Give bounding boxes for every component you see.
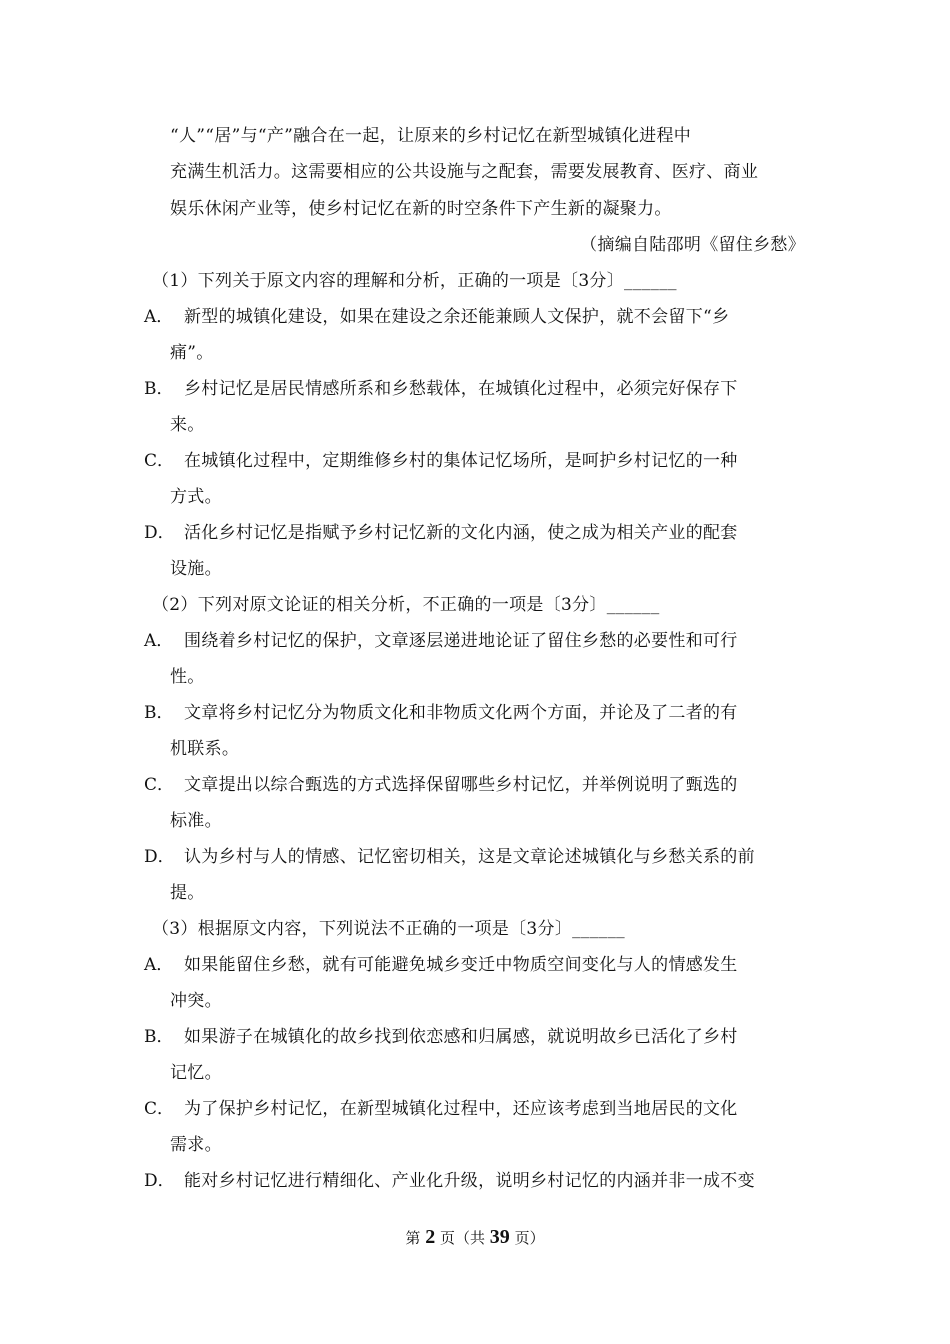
option-letter: D． — [144, 847, 175, 867]
page-footer — [0, 1226, 950, 1249]
option-letter: A． — [144, 631, 174, 651]
option-text: 为了保护乡村记忆，在新型城镇化过程中，还应该考虑到当地居民的文化 — [184, 1099, 738, 1119]
option-text: 乡村记忆是居民情感所系和乡愁载体，在城镇化过程中，必须完好保存下 — [184, 379, 738, 399]
option-letter: A． — [144, 955, 174, 975]
option-text-cont: 提。 — [170, 883, 205, 903]
question-stem: （2）下列对原文论证的相关分析，不正确的一项是〔3分〕______ — [152, 595, 660, 615]
option-text-cont: 标准。 — [170, 811, 222, 831]
option-letter: C． — [144, 1099, 175, 1119]
option-text: 文章提出以综合甄选的方式选择保留哪些乡村记忆，并举例说明了甄选的 — [184, 775, 738, 795]
option-text-cont: 方式。 — [170, 487, 222, 507]
option-text-cont: 痛”。 — [170, 343, 214, 363]
option-letter: B． — [144, 1027, 174, 1047]
option-letter: D． — [144, 1171, 175, 1191]
footer-suffix: 页） — [514, 1229, 545, 1247]
option-text-cont: 需求。 — [170, 1135, 222, 1155]
option-letter: D． — [144, 523, 175, 543]
source-citation: （摘编自陆邵明《留住乡愁》 — [580, 235, 805, 255]
footer-page-total: 39 — [489, 1226, 510, 1248]
option-text: 能对乡村记忆进行精细化、产业化升级，说明乡村记忆的内涵并非一成不变 — [184, 1171, 755, 1191]
option-text: 如果能留住乡愁，就有可能避免城乡变迁中物质空间变化与人的情感发生 — [184, 955, 738, 975]
option-text-cont: 来。 — [170, 415, 205, 435]
question-stem: （1）下列关于原文内容的理解和分析，正确的一项是〔3分〕______ — [152, 271, 677, 291]
option-text: 活化乡村记忆是指赋予乡村记忆新的文化内涵，使之成为相关产业的配套 — [184, 523, 738, 543]
option-text-cont: 冲突。 — [170, 991, 222, 1011]
footer-middle: 页（共 — [439, 1229, 485, 1247]
footer-prefix: 第 — [405, 1229, 421, 1247]
option-text-cont: 性。 — [170, 667, 205, 687]
option-text-cont: 设施。 — [170, 559, 222, 579]
passage-line: “人”“居”与“产”融合在一起，让原来的乡村记忆在新型城镇化进程中 — [170, 126, 692, 146]
option-text: 围绕着乡村记忆的保护，文章逐层递进地论证了留住乡愁的必要性和可行 — [184, 631, 738, 651]
footer-page-number: 2 — [425, 1226, 436, 1248]
passage-line: 娱乐休闲产业等，使乡村记忆在新的时空条件下产生新的凝聚力。 — [170, 199, 672, 219]
question-stem: （3）根据原文内容，下列说法不正确的一项是〔3分〕______ — [152, 919, 625, 939]
option-letter: B． — [144, 703, 174, 723]
option-letter: C． — [144, 451, 175, 471]
option-letter: A． — [144, 307, 174, 327]
option-letter: C． — [144, 775, 175, 795]
option-text-cont: 记忆。 — [170, 1063, 222, 1083]
option-letter: B． — [144, 379, 174, 399]
option-text: 在城镇化过程中，定期维修乡村的集体记忆场所，是呵护乡村记忆的一种 — [184, 451, 738, 471]
option-text: 如果游子在城镇化的故乡找到依恋感和归属感，就说明故乡已活化了乡村 — [184, 1027, 738, 1047]
passage-line: 充满生机活力。这需要相应的公共设施与之配套，需要发展教育、医疗、商业 — [170, 162, 759, 182]
option-text: 新型的城镇化建设，如果在建设之余还能兼顾人文保护，就不会留下“乡 — [184, 307, 730, 327]
option-text: 认为乡村与人的情感、记忆密切相关，这是文章论述城镇化与乡愁关系的前 — [184, 847, 755, 867]
option-text-cont: 机联系。 — [170, 739, 240, 759]
option-text: 文章将乡村记忆分为物质文化和非物质文化两个方面，并论及了二者的有 — [184, 703, 738, 723]
